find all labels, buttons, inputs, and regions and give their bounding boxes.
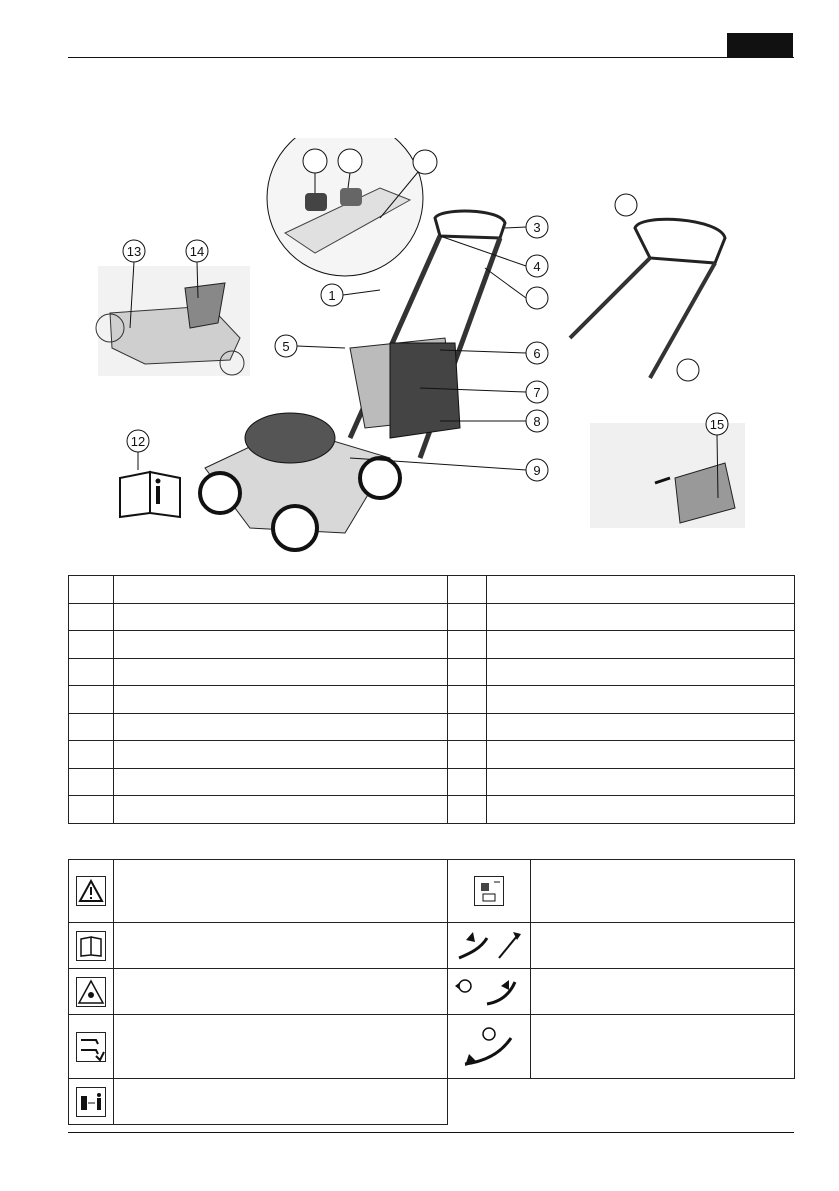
table-row [69,1015,795,1079]
table-row [69,768,795,796]
flying-objects-warning-icon [76,977,106,1007]
callout-13-label: 13 [126,244,142,259]
callout-14-label: 14 [189,244,205,259]
manual-book-icon [120,472,180,517]
handle-adjust-icon [451,928,527,964]
header-rule [68,57,794,58]
table-row [69,686,795,714]
table-row [69,969,795,1015]
engine-stop-icon [474,876,504,906]
callout-3-label: 3 [533,220,541,235]
callout-12 [127,430,149,470]
table-row [69,1079,795,1125]
callout-4-label: 4 [533,259,541,274]
callout-5 [275,335,345,357]
table-row [69,860,795,923]
callout-8-label: 8 [533,414,541,429]
handle-detail-right [570,194,725,381]
callout-5-label: 5 [282,339,290,354]
table-row [69,741,795,769]
table-row [69,658,795,686]
grass-catcher-inset [96,266,250,376]
hand-cut-warning-icon [76,1032,106,1062]
callout-15-label: 15 [709,417,725,432]
table-row [69,576,795,604]
blade-brake-icon [451,974,527,1010]
parts-table [68,575,795,824]
manual-book-icon [76,931,106,961]
handle-detail-zoom [267,138,437,276]
table-row [69,796,795,824]
table-row [69,923,795,969]
callout-3 [505,216,548,238]
keep-distance-icon [76,1087,106,1117]
table-row [69,603,795,631]
symbols-table [68,859,795,1125]
callout-6-label: 6 [533,346,541,361]
height-adjust-icon [451,1024,527,1070]
footer-rule [68,1132,794,1133]
language-tab [727,33,793,57]
callout-1 [321,284,380,306]
callout-7-label: 7 [533,385,541,400]
mulch-insert-detail [590,423,745,528]
callout-12-label: 12 [130,434,146,449]
lawnmower-figure [90,138,750,568]
table-row [69,713,795,741]
callout-1-label: 1 [328,288,336,303]
table-row [69,631,795,659]
callout-9-label: 9 [533,463,541,478]
warning-triangle-icon [76,876,106,906]
